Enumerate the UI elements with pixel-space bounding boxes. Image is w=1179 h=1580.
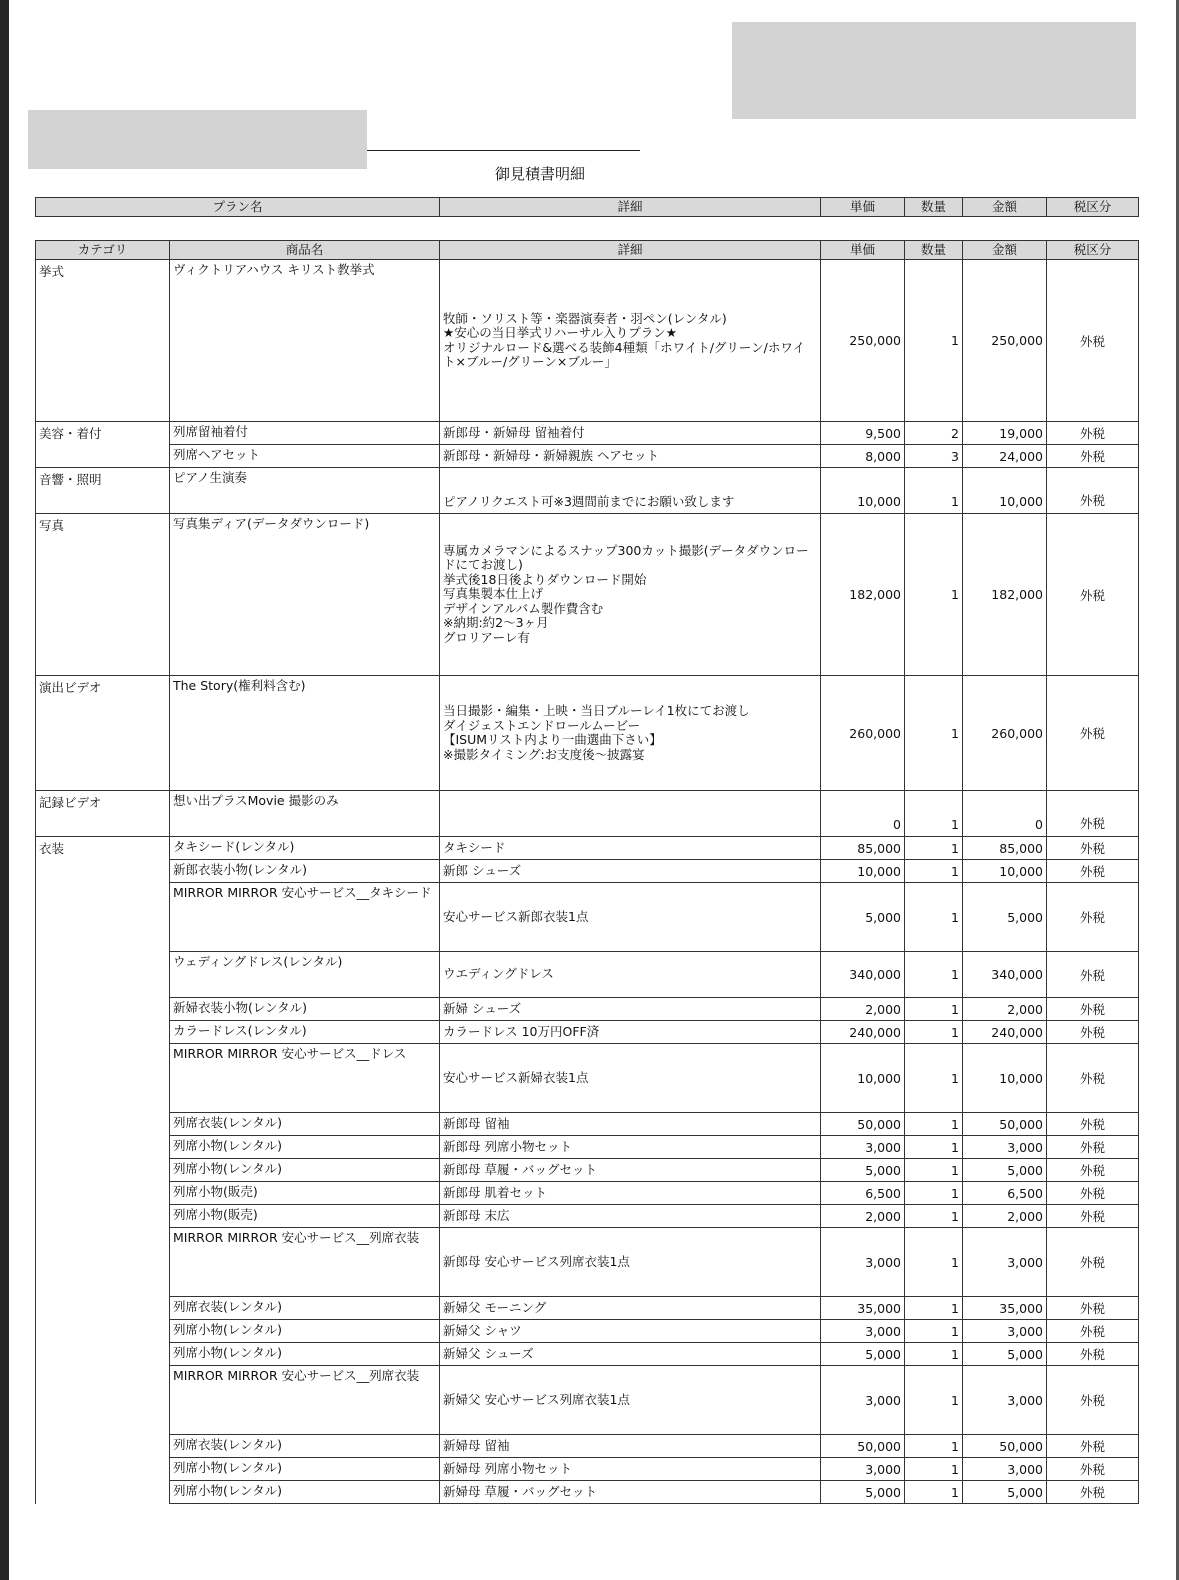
item-header-cell: 商品名 [170, 241, 440, 260]
amount-cell: 340,000 [963, 952, 1047, 998]
tax-type-cell: 外税 [1047, 998, 1139, 1021]
quantity-cell: 1 [905, 1343, 963, 1366]
amount-cell: 2,000 [963, 1205, 1047, 1228]
unit-price-cell: 240,000 [821, 1021, 905, 1044]
unit-price-cell: 8,000 [821, 445, 905, 468]
plan-header-cell: 数量 [905, 198, 963, 217]
quantity-cell: 1 [905, 676, 963, 791]
quantity-cell: 1 [905, 883, 963, 952]
quantity-cell: 1 [905, 514, 963, 676]
item-header-cell: 金額 [963, 241, 1047, 260]
unit-price-cell: 2,000 [821, 1205, 905, 1228]
plan-header-cell: 税区分 [1047, 198, 1139, 217]
unit-price-cell: 0 [821, 791, 905, 837]
amount-cell: 3,000 [963, 1458, 1047, 1481]
unit-price-cell: 9,500 [821, 422, 905, 445]
item-header-cell: カテゴリ [36, 241, 170, 260]
unit-price-cell: 10,000 [821, 1044, 905, 1113]
table-row [36, 1021, 1139, 1044]
detail-cell: 新郎母・新婦母・新婦親族 ヘアセット [440, 445, 821, 468]
table-row [36, 445, 1139, 468]
detail-cell: ピアノリクエスト可※3週間前までにお願い致します [440, 468, 821, 514]
quantity-cell: 1 [905, 1481, 963, 1504]
detail-cell [440, 791, 821, 837]
product-name-cell: 列席衣装(レンタル) [170, 1435, 440, 1458]
quantity-cell: 1 [905, 1320, 963, 1343]
table-row [36, 860, 1139, 883]
document-title: 御見積書明細 [494, 165, 585, 183]
quantity-cell: 1 [905, 1205, 963, 1228]
quantity-cell: 1 [905, 1113, 963, 1136]
tax-type-cell: 外税 [1047, 1021, 1139, 1044]
tax-type-cell: 外税 [1047, 1136, 1139, 1159]
tax-type-cell: 外税 [1047, 1297, 1139, 1320]
table-row [36, 952, 1139, 998]
amount-cell: 3,000 [963, 1366, 1047, 1435]
product-name-cell: 新郎衣装小物(レンタル) [170, 860, 440, 883]
table-row [36, 260, 1139, 422]
quantity-cell: 1 [905, 837, 963, 860]
quantity-cell: 3 [905, 445, 963, 468]
quantity-cell: 2 [905, 422, 963, 445]
amount-cell: 50,000 [963, 1435, 1047, 1458]
unit-price-cell: 10,000 [821, 468, 905, 514]
quantity-cell: 1 [905, 1366, 963, 1435]
product-name-cell: MIRROR MIRROR 安心サービス__列席衣装 [170, 1366, 440, 1435]
table-row [36, 998, 1139, 1021]
amount-cell: 5,000 [963, 1343, 1047, 1366]
tax-type-cell: 外税 [1047, 1228, 1139, 1297]
plan-header-table [35, 197, 1139, 217]
unit-price-cell: 2,000 [821, 998, 905, 1021]
table-row [36, 422, 1139, 445]
product-name-cell: ヴィクトリアハウス キリスト教挙式 [170, 260, 440, 422]
quantity-cell: 1 [905, 952, 963, 998]
detail-cell: 専属カメラマンによるスナップ300カット撮影(データダウンロードにてお渡し) 挙式後18日後よりダウンロード開始 写真集製本仕上げ デザインアルバム製作費含む ※納期:約2〜3ヶ月 グロリアーレ有 [440, 514, 821, 676]
table-row [36, 1113, 1139, 1136]
table-row [36, 1044, 1139, 1113]
product-name-cell: 新婦衣装小物(レンタル) [170, 998, 440, 1021]
detail-cell: 新郎母 留袖 [440, 1113, 821, 1136]
unit-price-cell: 340,000 [821, 952, 905, 998]
amount-cell: 85,000 [963, 837, 1047, 860]
table-row [36, 1458, 1139, 1481]
unit-price-cell: 5,000 [821, 1481, 905, 1504]
quantity-cell: 1 [905, 468, 963, 514]
detail-cell: 当日撮影・編集・上映・当日ブルーレイ1枚にてお渡し ダイジェストエンドロールムービー 【ISUMリスト内より一曲選曲下さい】 ※撮影タイミング:お支度後〜披露宴 [440, 676, 821, 791]
unit-price-cell: 50,000 [821, 1435, 905, 1458]
detail-cell: 新婦母 草履・バッグセット [440, 1481, 821, 1504]
table-row [36, 514, 1139, 676]
detail-cell: 新郎母 草履・バッグセット [440, 1159, 821, 1182]
unit-price-cell: 3,000 [821, 1458, 905, 1481]
product-name-cell: 列席衣装(レンタル) [170, 1113, 440, 1136]
detail-cell: 安心サービス新郎衣装1点 [440, 883, 821, 952]
tax-type-cell: 外税 [1047, 1343, 1139, 1366]
tax-type-cell: 外税 [1047, 445, 1139, 468]
amount-cell: 5,000 [963, 883, 1047, 952]
tax-type-cell: 外税 [1047, 1113, 1139, 1136]
quantity-cell: 1 [905, 1159, 963, 1182]
quantity-cell: 1 [905, 260, 963, 422]
tax-type-cell: 外税 [1047, 260, 1139, 422]
amount-cell: 3,000 [963, 1136, 1047, 1159]
detail-cell: 新婦父 シャツ [440, 1320, 821, 1343]
quantity-cell: 1 [905, 998, 963, 1021]
detail-cell: 新婦父 シューズ [440, 1343, 821, 1366]
detail-cell: カラードレス 10万円OFF済 [440, 1021, 821, 1044]
quantity-cell: 1 [905, 791, 963, 837]
product-name-cell: 列席小物(レンタル) [170, 1159, 440, 1182]
detail-cell: 牧師・ソリスト等・楽器演奏者・羽ペン(レンタル) ★安心の当日挙式リハーサル入りプラン★ オリジナルロード&選べる装飾4種類「ホワイト/グリーン/ホワイト×ブルー/グリーン×ブルー」 [440, 260, 821, 422]
table-row [36, 1228, 1139, 1297]
unit-price-cell: 5,000 [821, 883, 905, 952]
table-row [36, 1297, 1139, 1320]
product-name-cell: MIRROR MIRROR 安心サービス__タキシード [170, 883, 440, 952]
amount-cell: 10,000 [963, 1044, 1047, 1113]
detail-cell: 新婦母 留袖 [440, 1435, 821, 1458]
detail-cell: タキシード [440, 837, 821, 860]
tax-type-cell: 外税 [1047, 422, 1139, 445]
table-row [36, 1320, 1139, 1343]
item-rows [36, 260, 1139, 1504]
table-row [36, 1366, 1139, 1435]
amount-cell: 24,000 [963, 445, 1047, 468]
table-row [36, 1481, 1139, 1504]
product-name-cell: タキシード(レンタル) [170, 837, 440, 860]
quantity-cell: 1 [905, 1044, 963, 1113]
detail-cell: 新郎 シューズ [440, 860, 821, 883]
quantity-cell: 1 [905, 1182, 963, 1205]
unit-price-cell: 5,000 [821, 1159, 905, 1182]
detail-cell: 新婦父 モーニング [440, 1297, 821, 1320]
table-row [36, 468, 1139, 514]
item-header-cell: 単価 [821, 241, 905, 260]
product-name-cell: 写真集ディア(データダウンロード) [170, 514, 440, 676]
unit-price-cell: 6,500 [821, 1182, 905, 1205]
unit-price-cell: 35,000 [821, 1297, 905, 1320]
category-cell: 写真 [36, 514, 170, 676]
plan-header-cell: 詳細 [440, 198, 821, 217]
scan-left-edge [0, 0, 9, 1580]
item-header-cell: 税区分 [1047, 241, 1139, 260]
item-header-cell: 詳細 [440, 241, 821, 260]
detail-cell: 新郎母 列席小物セット [440, 1136, 821, 1159]
product-name-cell: 列席小物(レンタル) [170, 1343, 440, 1366]
tax-type-cell: 外税 [1047, 1320, 1139, 1343]
amount-cell: 240,000 [963, 1021, 1047, 1044]
product-name-cell: The Story(権利料含む) [170, 676, 440, 791]
amount-cell: 3,000 [963, 1320, 1047, 1343]
detail-cell: 新婦父 安心サービス列席衣装1点 [440, 1366, 821, 1435]
product-name-cell: 想い出プラスMovie 撮影のみ [170, 791, 440, 837]
category-cell: 記録ビデオ [36, 791, 170, 837]
product-name-cell: 列席小物(販売) [170, 1205, 440, 1228]
plan-header-row [36, 198, 1139, 217]
unit-price-cell: 3,000 [821, 1320, 905, 1343]
category-cell: 挙式 [36, 260, 170, 422]
quantity-cell: 1 [905, 1136, 963, 1159]
product-name-cell: ウェディングドレス(レンタル) [170, 952, 440, 998]
estimate-items-table [35, 240, 1139, 1504]
product-name-cell: カラードレス(レンタル) [170, 1021, 440, 1044]
quantity-cell: 1 [905, 1458, 963, 1481]
amount-cell: 0 [963, 791, 1047, 837]
tax-type-cell: 外税 [1047, 1205, 1139, 1228]
product-name-cell: MIRROR MIRROR 安心サービス__列席衣装 [170, 1228, 440, 1297]
table-row [36, 791, 1139, 837]
detail-cell: 新郎母 安心サービス列席衣装1点 [440, 1228, 821, 1297]
item-header-row [36, 241, 1139, 260]
product-name-cell: 列席衣装(レンタル) [170, 1297, 440, 1320]
tax-type-cell: 外税 [1047, 883, 1139, 952]
plan-header-cell: 単価 [821, 198, 905, 217]
category-cell: 演出ビデオ [36, 676, 170, 791]
table-row [36, 1182, 1139, 1205]
amount-cell: 2,000 [963, 998, 1047, 1021]
tax-type-cell: 外税 [1047, 1458, 1139, 1481]
quantity-cell: 1 [905, 1435, 963, 1458]
unit-price-cell: 3,000 [821, 1228, 905, 1297]
product-name-cell: 列席小物(販売) [170, 1182, 440, 1205]
table-row [36, 1435, 1139, 1458]
table-row [36, 676, 1139, 791]
quantity-cell: 1 [905, 860, 963, 883]
detail-cell: ウエディングドレス [440, 952, 821, 998]
detail-cell: 新婦 シューズ [440, 998, 821, 1021]
product-name-cell: 列席ヘアセット [170, 445, 440, 468]
category-cell: 音響・照明 [36, 468, 170, 514]
unit-price-cell: 50,000 [821, 1113, 905, 1136]
amount-cell: 5,000 [963, 1481, 1047, 1504]
product-name-cell: 列席小物(レンタル) [170, 1458, 440, 1481]
plan-header-cell: プラン名 [36, 198, 440, 217]
tax-type-cell: 外税 [1047, 1182, 1139, 1205]
amount-cell: 5,000 [963, 1159, 1047, 1182]
amount-cell: 10,000 [963, 468, 1047, 514]
table-row [36, 1159, 1139, 1182]
amount-cell: 260,000 [963, 676, 1047, 791]
detail-cell: 新郎母・新婦母 留袖着付 [440, 422, 821, 445]
redacted-block-top [732, 22, 1136, 119]
product-name-cell: 列席小物(レンタル) [170, 1481, 440, 1504]
quantity-cell: 1 [905, 1021, 963, 1044]
product-name-cell: MIRROR MIRROR 安心サービス__ドレス [170, 1044, 440, 1113]
unit-price-cell: 250,000 [821, 260, 905, 422]
tax-type-cell: 外税 [1047, 860, 1139, 883]
unit-price-cell: 260,000 [821, 676, 905, 791]
table-row [36, 837, 1139, 860]
unit-price-cell: 182,000 [821, 514, 905, 676]
table-row [36, 1136, 1139, 1159]
amount-cell: 50,000 [963, 1113, 1047, 1136]
product-name-cell: 列席留袖着付 [170, 422, 440, 445]
table-row [36, 1205, 1139, 1228]
detail-cell: 新郎母 末広 [440, 1205, 821, 1228]
tax-type-cell: 外税 [1047, 676, 1139, 791]
tax-type-cell: 外税 [1047, 1044, 1139, 1113]
unit-price-cell: 85,000 [821, 837, 905, 860]
amount-cell: 6,500 [963, 1182, 1047, 1205]
category-cell: 美容・着付 [36, 422, 170, 468]
product-name-cell: 列席小物(レンタル) [170, 1136, 440, 1159]
detail-cell: 新婦母 列席小物セット [440, 1458, 821, 1481]
tax-type-cell: 外税 [1047, 791, 1139, 837]
item-header-cell: 数量 [905, 241, 963, 260]
amount-cell: 3,000 [963, 1228, 1047, 1297]
unit-price-cell: 3,000 [821, 1366, 905, 1435]
amount-cell: 182,000 [963, 514, 1047, 676]
tax-type-cell: 外税 [1047, 468, 1139, 514]
tax-type-cell: 外税 [1047, 952, 1139, 998]
tax-type-cell: 外税 [1047, 1159, 1139, 1182]
quantity-cell: 1 [905, 1228, 963, 1297]
product-name-cell: 列席小物(レンタル) [170, 1320, 440, 1343]
plan-header-cell: 金額 [963, 198, 1047, 217]
product-name-cell: ピアノ生演奏 [170, 468, 440, 514]
amount-cell: 35,000 [963, 1297, 1047, 1320]
detail-cell: 安心サービス新婦衣装1点 [440, 1044, 821, 1113]
amount-cell: 10,000 [963, 860, 1047, 883]
amount-cell: 19,000 [963, 422, 1047, 445]
tax-type-cell: 外税 [1047, 1481, 1139, 1504]
unit-price-cell: 5,000 [821, 1343, 905, 1366]
tax-type-cell: 外税 [1047, 1366, 1139, 1435]
tax-type-cell: 外税 [1047, 1435, 1139, 1458]
amount-cell: 250,000 [963, 260, 1047, 422]
redacted-block-left [28, 110, 367, 169]
detail-cell: 新郎母 肌着セット [440, 1182, 821, 1205]
tax-type-cell: 外税 [1047, 514, 1139, 676]
table-row [36, 883, 1139, 952]
title-underline [367, 150, 640, 151]
category-cell: 衣装 [36, 837, 170, 1504]
tax-type-cell: 外税 [1047, 837, 1139, 860]
unit-price-cell: 10,000 [821, 860, 905, 883]
unit-price-cell: 3,000 [821, 1136, 905, 1159]
table-row [36, 1343, 1139, 1366]
quantity-cell: 1 [905, 1297, 963, 1320]
